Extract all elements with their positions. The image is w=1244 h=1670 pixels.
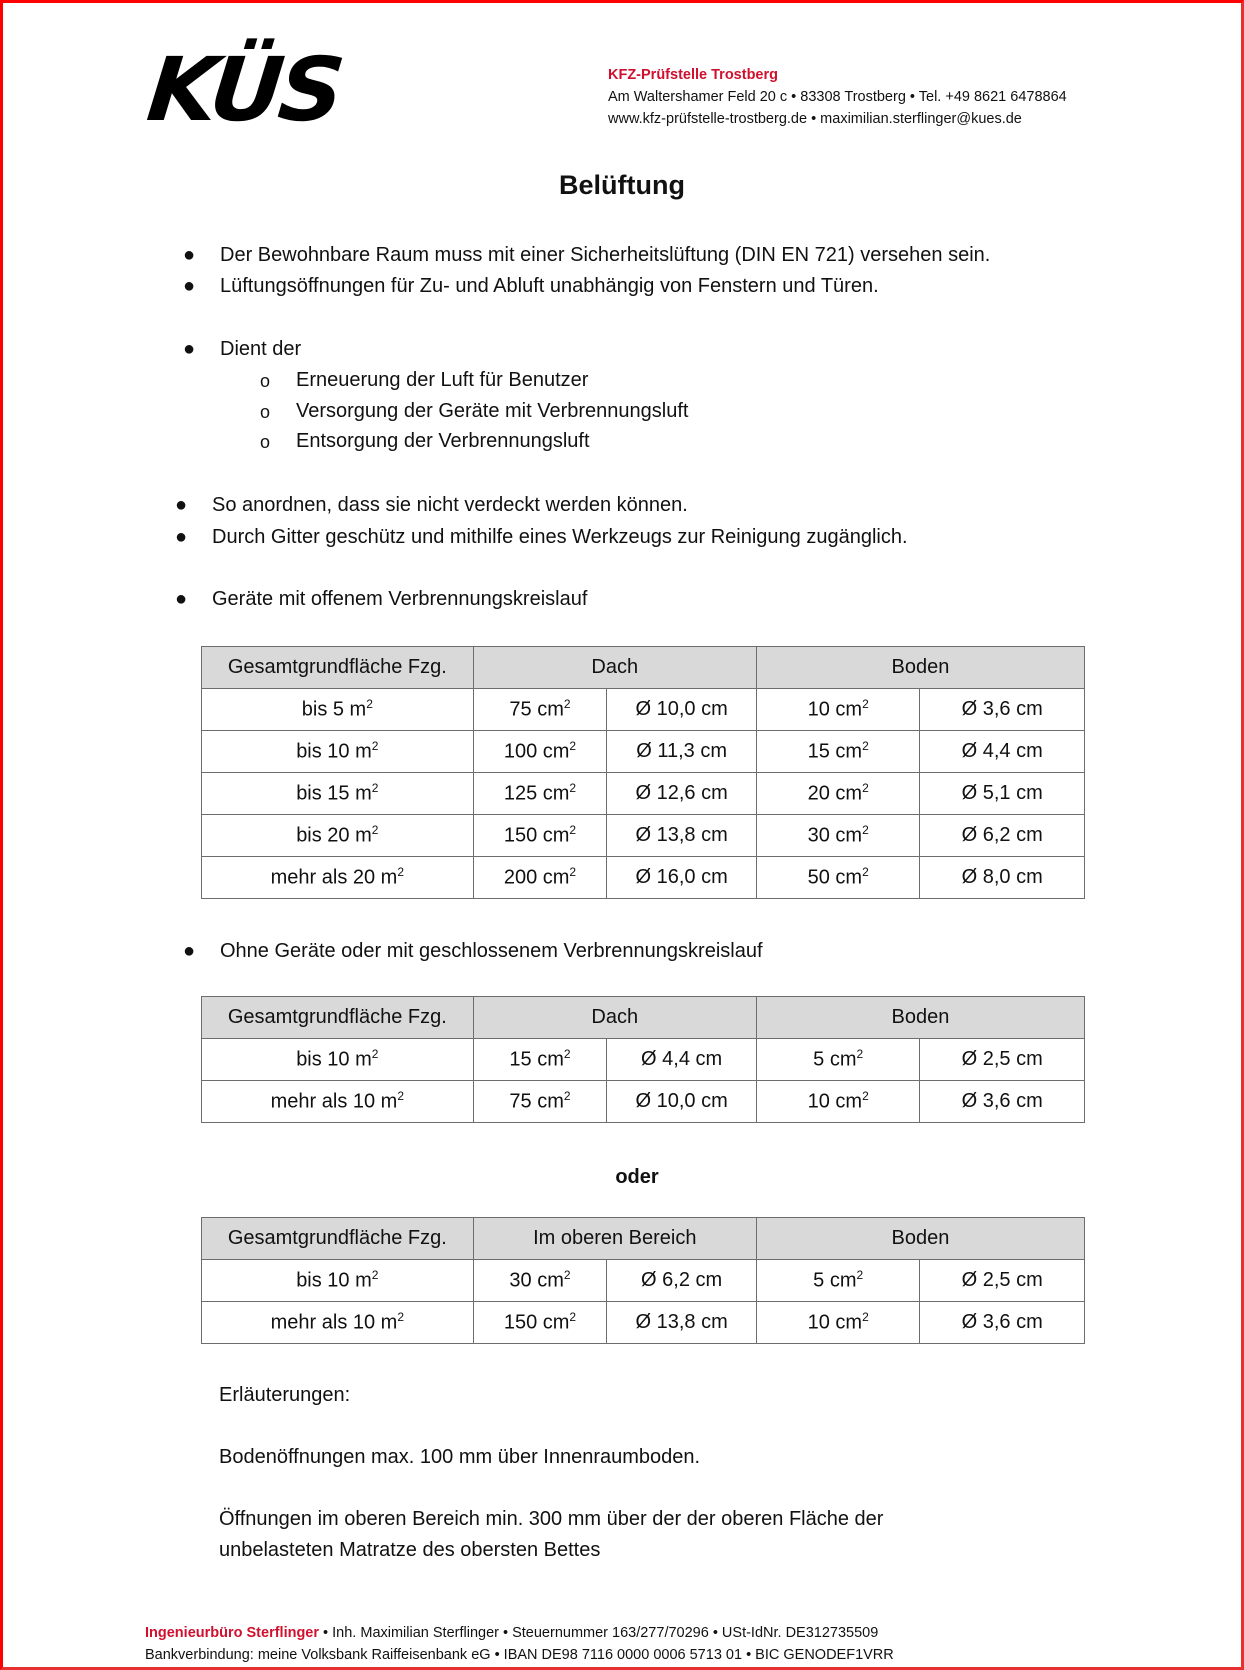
oder-separator: oder (615, 1166, 659, 1188)
section-label: Geräte mit offenem Verbrennungskreislauf (212, 588, 588, 610)
area-cell: bis 10 $m^2$ (202, 731, 474, 773)
floor-area-cell: 50 $cm^2$ (756, 857, 920, 899)
header-cell: Boden (756, 647, 1084, 689)
table-row (202, 857, 1085, 899)
floor-area-cell: 5 $cm^2$ (756, 1039, 920, 1081)
header-cell: Im oberen Bereich (473, 1218, 756, 1260)
floor-diameter-cell: Ø 2,5 cm (920, 1039, 1085, 1081)
table-row (202, 689, 1085, 731)
page-title: Belüftung (559, 170, 685, 200)
bullet-icon: ● (183, 940, 196, 962)
floor-area-cell: 5 $cm^2$ (756, 1260, 920, 1302)
upper-diameter-cell: Ø 13,8 cm (607, 1302, 757, 1344)
floor-diameter-cell: Ø 3,6 cm (920, 689, 1085, 731)
sub-bullet-text: Erneuerung der Luft für Benutzer (296, 369, 589, 391)
circle-bullet-icon: o (260, 402, 271, 422)
area-cell: mehr als 20 $m^2$ (202, 857, 474, 899)
bullet-icon: ● (175, 588, 188, 610)
roof-area-cell: 75 $cm^2$ (473, 689, 607, 731)
floor-area-cell: 10 $cm^2$ (756, 1302, 920, 1344)
roof-diameter-cell: Ø 12,6 cm (607, 773, 757, 815)
header-cell: Dach (473, 647, 756, 689)
roof-diameter-cell: Ø 4,4 cm (607, 1039, 757, 1081)
notes-heading: Erläuterungen: (219, 1384, 351, 1406)
bullet-text: Lüftungsöffnungen für Zu- und Abluft unabhängig von Fenstern und Türen. (220, 275, 879, 297)
area-cell: mehr als 10 $m^2$ (202, 1081, 474, 1123)
bullet-icon: ● (175, 526, 188, 548)
area-cell: bis 15 $m^2$ (202, 773, 474, 815)
roof-area-cell: 125 $cm^2$ (473, 773, 607, 815)
bullet-text: Durch Gitter geschütz und mithilfe eines Werkzeugs zur Reinigung zugänglich. (212, 526, 908, 548)
area-cell: bis 10 $m^2$ (202, 1039, 474, 1081)
floor-diameter-cell: Ø 8,0 cm (920, 857, 1085, 899)
floor-diameter-cell: Ø 5,1 cm (920, 773, 1085, 815)
table-header-row (202, 1218, 1085, 1260)
company-header (608, 64, 1067, 130)
roof-area-cell: 150 $cm^2$ (473, 815, 607, 857)
header-cell: Gesamtgrundfläche Fzg. (202, 647, 474, 689)
footer-line-2: Bankverbindung: meine Volksbank Raiffeisenbank eG • IBAN DE98 7116 0000 0006 5713 01 • BIC GENODEF1VRR (145, 1647, 894, 1663)
upper-diameter-cell: Ø 6,2 cm (607, 1260, 757, 1302)
kues-logo: KÜS (142, 38, 346, 141)
table-row (202, 1081, 1085, 1123)
bullet-text: Der Bewohnbare Raum muss mit einer Sicherheitslüftung (DIN EN 721) versehen sein. (220, 244, 991, 266)
sub-bullet-text: Entsorgung der Verbrennungsluft (296, 430, 590, 452)
area-cell: bis 20 $m^2$ (202, 815, 474, 857)
notes-line: unbelasteten Matratze des obersten Bettes (219, 1539, 601, 1561)
table-header-row (202, 647, 1085, 689)
roof-diameter-cell: Ø 16,0 cm (607, 857, 757, 899)
footer-line-1: Ingenieurbüro Sterflinger • Inh. Maximilian Sterflinger • Steuernummer 163/277/70296 • USt-IdNr. DE312735509 (145, 1625, 879, 1641)
ventilation-table-open (201, 646, 1085, 899)
upper-area-cell: 30 $cm^2$ (473, 1260, 607, 1302)
roof-area-cell: 100 $cm^2$ (473, 731, 607, 773)
table-row (202, 773, 1085, 815)
roof-area-cell: 200 $cm^2$ (473, 857, 607, 899)
table-row (202, 1039, 1085, 1081)
circle-bullet-icon: o (260, 371, 271, 391)
area-cell: bis 10 $m^2$ (202, 1260, 474, 1302)
area-cell: mehr als 10 $m^2$ (202, 1302, 474, 1344)
bullet-text: Dient der (220, 338, 302, 360)
table-row (202, 1260, 1085, 1302)
floor-area-cell: 20 $cm^2$ (756, 773, 920, 815)
ventilation-table-closed (201, 996, 1085, 1123)
section-label: Ohne Geräte oder mit geschlossenem Verbrennungskreislauf (220, 940, 763, 962)
floor-diameter-cell: Ø 4,4 cm (920, 731, 1085, 773)
roof-diameter-cell: Ø 11,3 cm (607, 731, 757, 773)
company-web: www.kfz-prüfstelle-trostberg.de • maximilian.sterflinger@kues.de (608, 111, 1022, 127)
bullet-icon: ● (183, 275, 196, 297)
header-cell: Boden (756, 997, 1084, 1039)
header-cell: Gesamtgrundfläche Fzg. (202, 997, 474, 1039)
header-cell: Boden (756, 1218, 1084, 1260)
company-address: Am Waltershamer Feld 20 c • 83308 Trostberg • Tel. +49 8621 6478864 (608, 89, 1067, 105)
table-row (202, 731, 1085, 773)
floor-diameter-cell: Ø 3,6 cm (920, 1081, 1085, 1123)
roof-area-cell: 75 $cm^2$ (473, 1081, 607, 1123)
floor-area-cell: 10 $cm^2$ (756, 689, 920, 731)
bullet-text: So anordnen, dass sie nicht verdeckt werden können. (212, 494, 688, 516)
header-cell: Dach (473, 997, 756, 1039)
ventilation-table-upper (201, 1217, 1085, 1344)
bullet-icon: ● (183, 244, 196, 266)
floor-area-cell: 15 $cm^2$ (756, 731, 920, 773)
company-name: KFZ-Prüfstelle Trostberg (608, 67, 778, 83)
area-cell: bis 5 $m^2$ (202, 689, 474, 731)
circle-bullet-icon: o (260, 432, 271, 452)
header-cell: Gesamtgrundfläche Fzg. (202, 1218, 474, 1260)
floor-area-cell: 30 $cm^2$ (756, 815, 920, 857)
table-header-row (202, 997, 1085, 1039)
roof-area-cell: 15 $cm^2$ (473, 1039, 607, 1081)
floor-diameter-cell: Ø 2,5 cm (920, 1260, 1085, 1302)
notes-line: Bodenöffnungen max. 100 mm über Innenraumboden. (219, 1446, 701, 1468)
notes-line: Öffnungen im oberen Bereich min. 300 mm über der der oberen Fläche der (219, 1508, 884, 1530)
roof-diameter-cell: Ø 10,0 cm (607, 689, 757, 731)
roof-diameter-cell: Ø 10,0 cm (607, 1081, 757, 1123)
bullet-icon: ● (183, 338, 196, 360)
table-row (202, 1302, 1085, 1344)
sub-bullet-text: Versorgung der Geräte mit Verbrennungsluft (296, 400, 689, 422)
footer-company-name: Ingenieurbüro Sterflinger (145, 1625, 320, 1641)
upper-area-cell: 150 $cm^2$ (473, 1302, 607, 1344)
page-footer (145, 1622, 894, 1666)
floor-area-cell: 10 $cm^2$ (756, 1081, 920, 1123)
roof-diameter-cell: Ø 13,8 cm (607, 815, 757, 857)
floor-diameter-cell: Ø 3,6 cm (920, 1302, 1085, 1344)
table-row (202, 815, 1085, 857)
bullet-icon: ● (175, 494, 188, 516)
floor-diameter-cell: Ø 6,2 cm (920, 815, 1085, 857)
